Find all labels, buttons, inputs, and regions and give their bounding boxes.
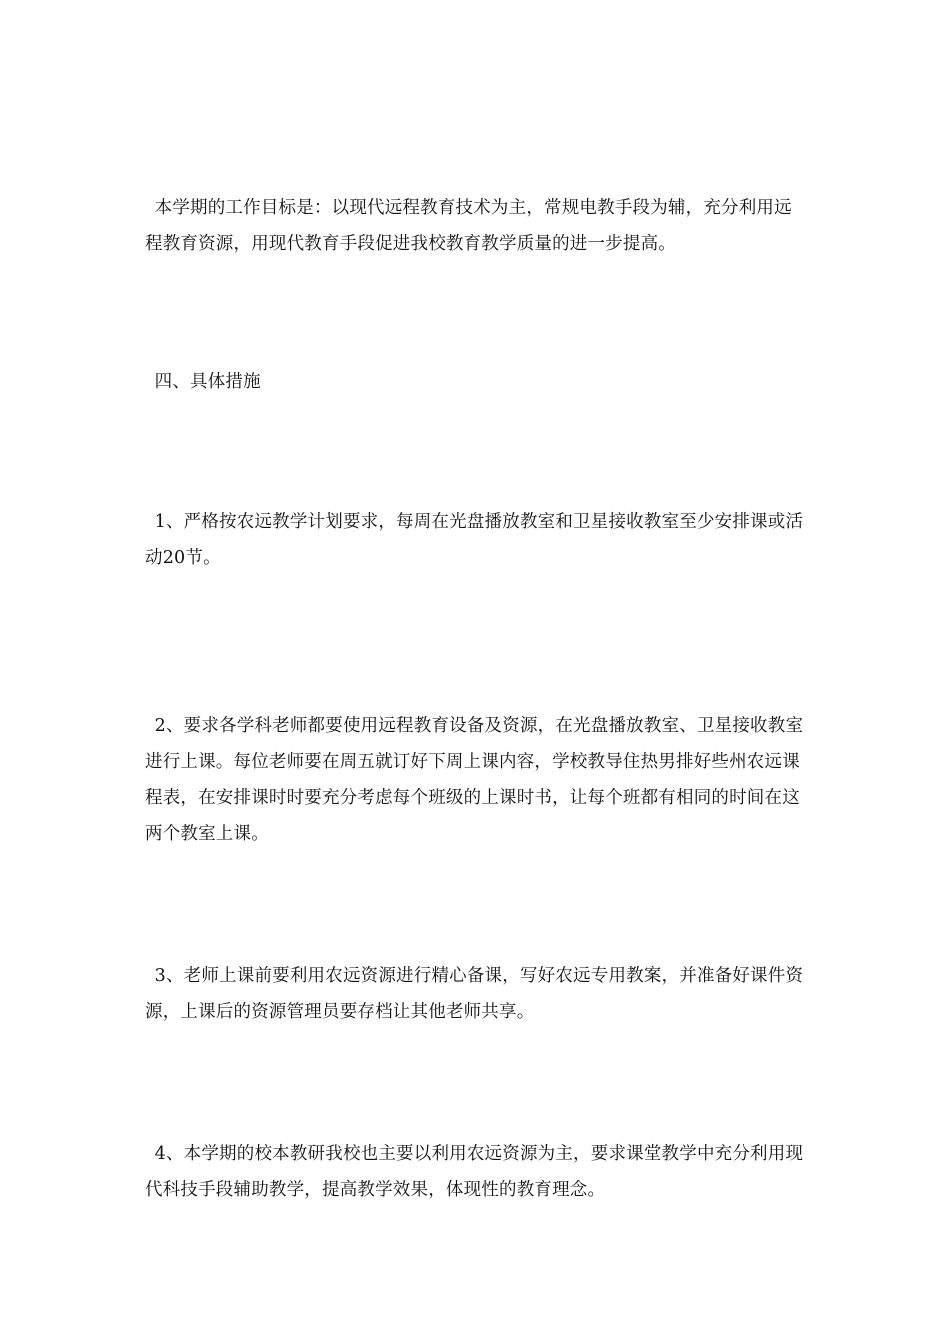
measure-item-3: 3、老师上课前要利用农远资源进行精心备课，写好农远专用教案，并准备好课件资源，上课后的资源管理员要存档让其他老师共享。 (145, 966, 804, 1022)
work-goal-paragraph: 本学期的工作目标是：以现代远程教育技术为主，常规电教手段为辅，充分利用远程教育资源，用现代教育手段促进我校教育教学质量的进一步提高。 (145, 198, 792, 254)
section-heading: 四、具体措施 (154, 372, 261, 392)
measure-item-1: 1、严格按农远教学计划要求，每周在光盘播放教室和卫星接收教室至少安排课或活动20节。 (145, 512, 804, 568)
measure-item-4: 4、本学期的校本教研我校也主要以利用农远资源为主，要求课堂教学中充分利用现代科技手段辅助教学，提高教学效果，体现性的教育理念。 (145, 1144, 804, 1200)
measure-item-2: 2、要求各学科老师都要使用远程教育设备及资源，在光盘播放教室、卫星接收教室进行上课。每位老师要在周五就订好下周上课内容，学校教导住热男排好些州农远课程表，在安排课时时要充分考虑每个班级的上课时书，让每个班都有相同的时间在这两个教室上课。 (145, 716, 804, 844)
